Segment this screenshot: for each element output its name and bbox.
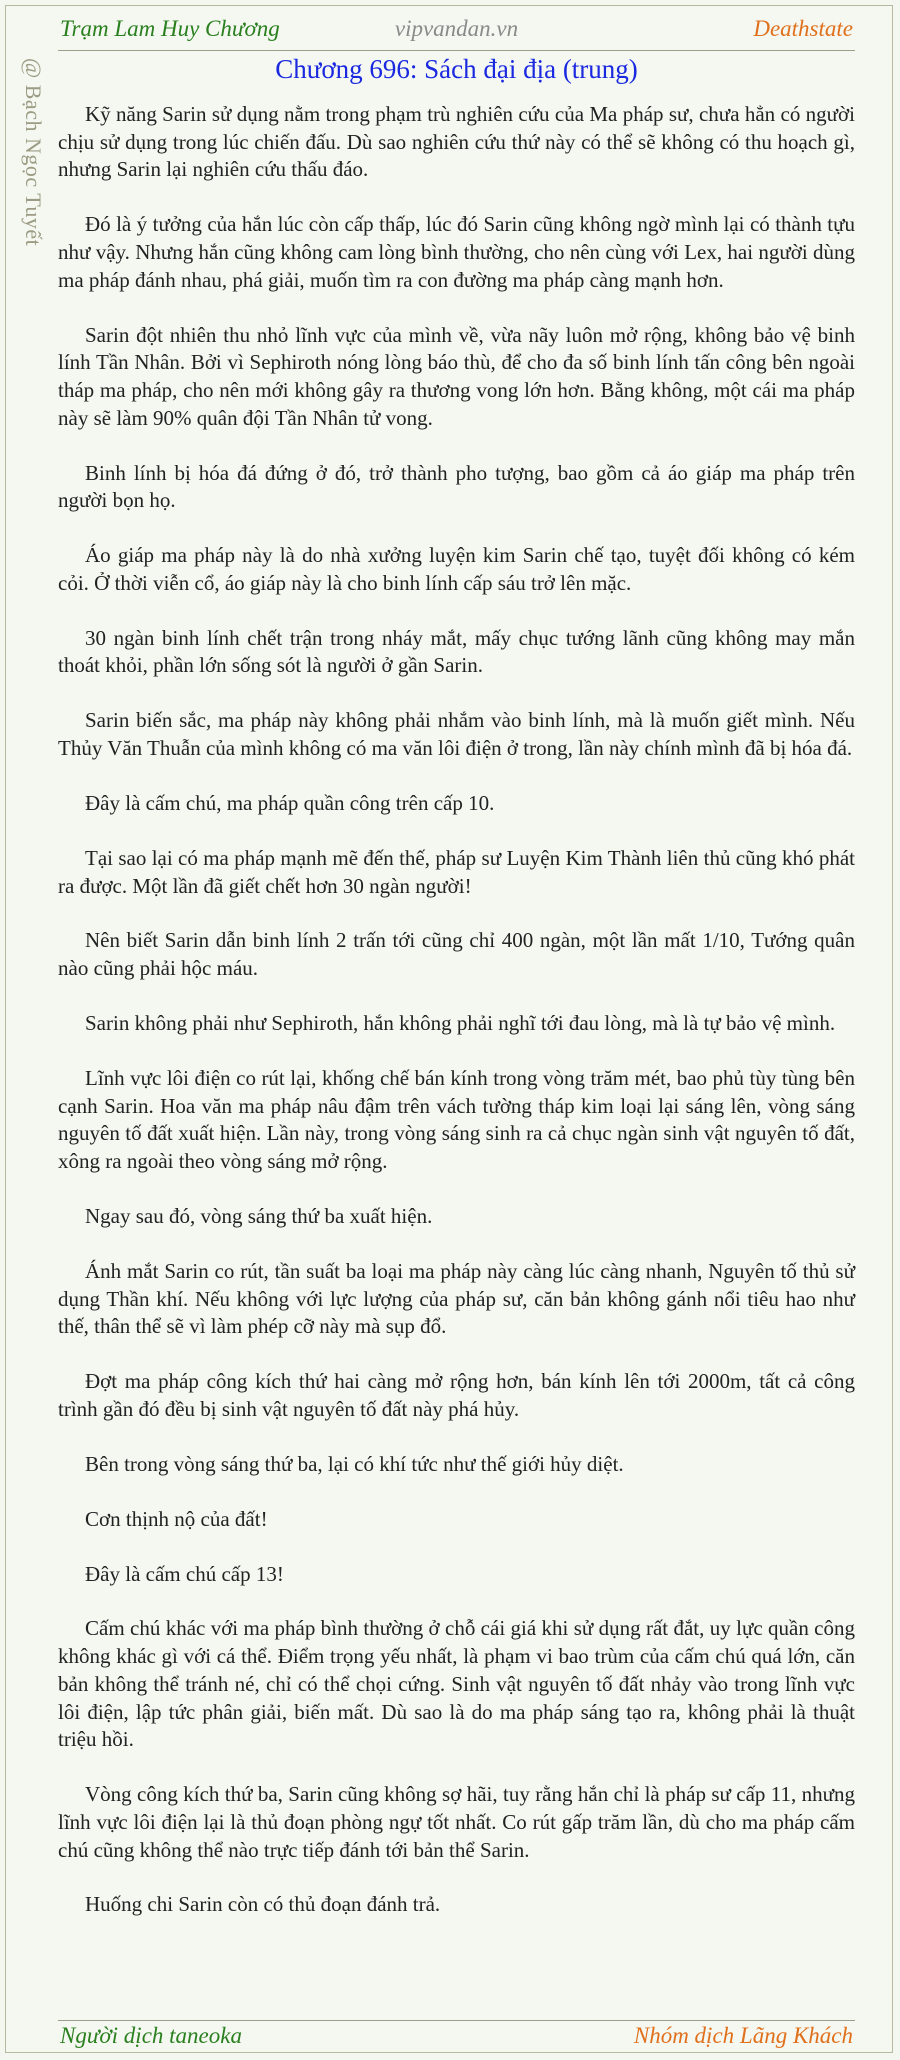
page-header	[58, 14, 855, 51]
paragraph: Vòng công kích thứ ba, Sarin cũng không sợ hãi, tuy rằng hắn chỉ là pháp sư cấp 11, nhưng lĩnh vực lôi điện lại là thủ đoạn phòng ngự tốt nhất. Co rút gấp trăm lần, dù cho ma pháp cấm chú cũng không thể nào trực tiếp đánh tới bản thể Sarin.	[58, 1782, 855, 1862]
header-author: Deathstate	[753, 16, 853, 41]
paragraph: Sarin không phải như Sephiroth, hắn không phải nghĩ tới đau lòng, mà là tự bảo vệ mình.	[85, 1011, 836, 1036]
footer-group: Nhóm dịch Lãng Khách	[633, 2023, 853, 2048]
paragraph: Kỹ năng Sarin sử dụng nằm trong phạm trù nghiên cứu của Ma pháp sư, chưa hẳn có người chịu sử dụng trong lúc chiến đấu. Dù sao nghiên cứu thứ này có thể sẽ không có thu hoạch gì, nhưng Sarin lại nghiên cứu thấu đáo.	[58, 102, 855, 182]
paragraph: 30 ngàn binh lính chết trận trong nháy mắt, mấy chục tướng lãnh cũng không may mắn thoát khỏi, phần lớn sống sót là người ở gần Sarin.	[58, 625, 855, 678]
paragraph: Đó là ý tưởng của hắn lúc còn cấp thấp, lúc đó Sarin cũng không ngờ mình lại có thành tựu như vậy. Nhưng hắn cũng không cam lòng bình thường, cho nên cùng với Lex, hai người dùng ma pháp đánh nhau, phá giải, muốn tìm ra con đường ma pháp càng mạnh hơn.	[58, 212, 855, 292]
paragraph: Ánh mắt Sarin co rút, tần suất ba loại ma pháp này càng lúc càng nhanh, Nguyên tố thủ sử dụng Thần khí. Nếu không với lực lượng của pháp sư, căn bản không gánh nổi tiêu hao như thế, thân thể sẽ vì làm phép cỡ này mà sụp đổ.	[58, 1258, 855, 1339]
paragraph: Sarin đột nhiên thu nhỏ lĩnh vực của mình về, vừa nãy luôn mở rộng, không bảo vệ binh lính Tần Nhân. Bởi vì Sephiroth nóng lòng báo thù, để cho đa số binh lính tấn công bên ngoài tháp ma pháp, cho nên mới không gây ra thương vong lớn hơn. Bằng không, một cái ma pháp này sẽ làm 90% quân đội Tần Nhân tử vong.	[58, 322, 855, 430]
paragraph: Huống chi Sarin còn có thủ đoạn đánh trả.	[85, 1892, 441, 1917]
chapter-title: Chương 696: Sách đại địa (trung)	[275, 54, 638, 84]
page-frame	[5, 5, 893, 2053]
paragraph: Áo giáp ma pháp này là do nhà xưởng luyện kim Sarin chế tạo, tuyệt đối không có kém cỏi. Ở thời viễn cổ, áo giáp này là cho binh lính cấp sáu trở lên mặc.	[58, 543, 855, 595]
paragraph: Ngay sau đó, vòng sáng thứ ba xuất hiện.	[85, 1203, 433, 1228]
paragraph: Bên trong vòng sáng thứ ba, lại có khí tức như thế giới hủy diệt.	[85, 1451, 624, 1476]
paragraph: Đây là cấm chú cấp 13!	[85, 1561, 284, 1586]
paragraph: Sarin biến sắc, ma pháp này không phải nhắm vào binh lính, mà là muốn giết mình. Nếu Thủy Văn Thuẫn của mình không có ma văn lôi điện ở trong, lần này chính mình đã bị hóa đá.	[58, 708, 855, 761]
paragraph: Đợt ma pháp công kích thứ hai càng mở rộng hơn, bán kính lên tới 2000m, tất cả công trình gần đó đều bị sinh vật nguyên tố đất này phá hủy.	[58, 1369, 855, 1421]
paragraph: Đây là cấm chú, ma pháp quần công trên cấp 10.	[85, 790, 495, 815]
header-site-name: Trạm Lam Huy Chương	[60, 16, 280, 41]
side-watermark: @ Bạch Ngọc Tuyết	[21, 58, 46, 247]
paragraph: Cơn thịnh nộ của đất!	[85, 1506, 268, 1531]
paragraph: Lĩnh vực lôi điện co rút lại, khống chế bán kính trong vòng trăm mét, bao phủ tùy tùng bên cạnh Sarin. Hoa văn ma pháp nâu đậm trên vách tường tháp kim loại lại sáng lên, vòng sáng nguyên tố đất xuất hiện. Lần này, trong vòng sáng sinh ra cả chục ngàn sinh vật nguyên tố đất, xông ra ngoài theo vòng sáng mở rộng.	[58, 1065, 855, 1174]
chapter-body	[58, 101, 855, 1946]
paragraph: Tại sao lại có ma pháp mạnh mẽ đến thế, pháp sư Luyện Kim Thành liên thủ cũng khó phát ra được. Một lần đã giết chết hơn 30 ngàn người!	[58, 845, 855, 898]
footer-translator: Người dịch taneoka	[60, 2023, 242, 2048]
paragraph: Binh lính bị hóa đá đứng ở đó, trở thành pho tượng, bao gồm cả áo giáp ma pháp trên người bọn họ.	[58, 460, 855, 513]
header-website: vipvandan.vn	[394, 16, 519, 41]
paragraph: Nên biết Sarin dẫn binh lính 2 trấn tới cũng chỉ 400 ngàn, một lần mất 1/10, Tướng quân nào cũng phải hộc máu.	[58, 928, 855, 981]
paragraph: Cấm chú khác với ma pháp bình thường ở chỗ cái giá khi sử dụng rất đắt, uy lực quần công không khác gì với cá thể. Điểm trọng yếu nhất, là phạm vi bao trùm của cấm chú quá lớn, căn bản không thể tránh né, chỉ có thể chọi cứng. Sinh vật nguyên tố đất nhảy vào trong lĩnh vực lôi điện, lập tức phân giải, biến mất. Dù sao là do ma pháp sáng tạo ra, không phải là thuật triệu hồi.	[58, 1616, 855, 1752]
page-footer	[58, 2020, 855, 2055]
